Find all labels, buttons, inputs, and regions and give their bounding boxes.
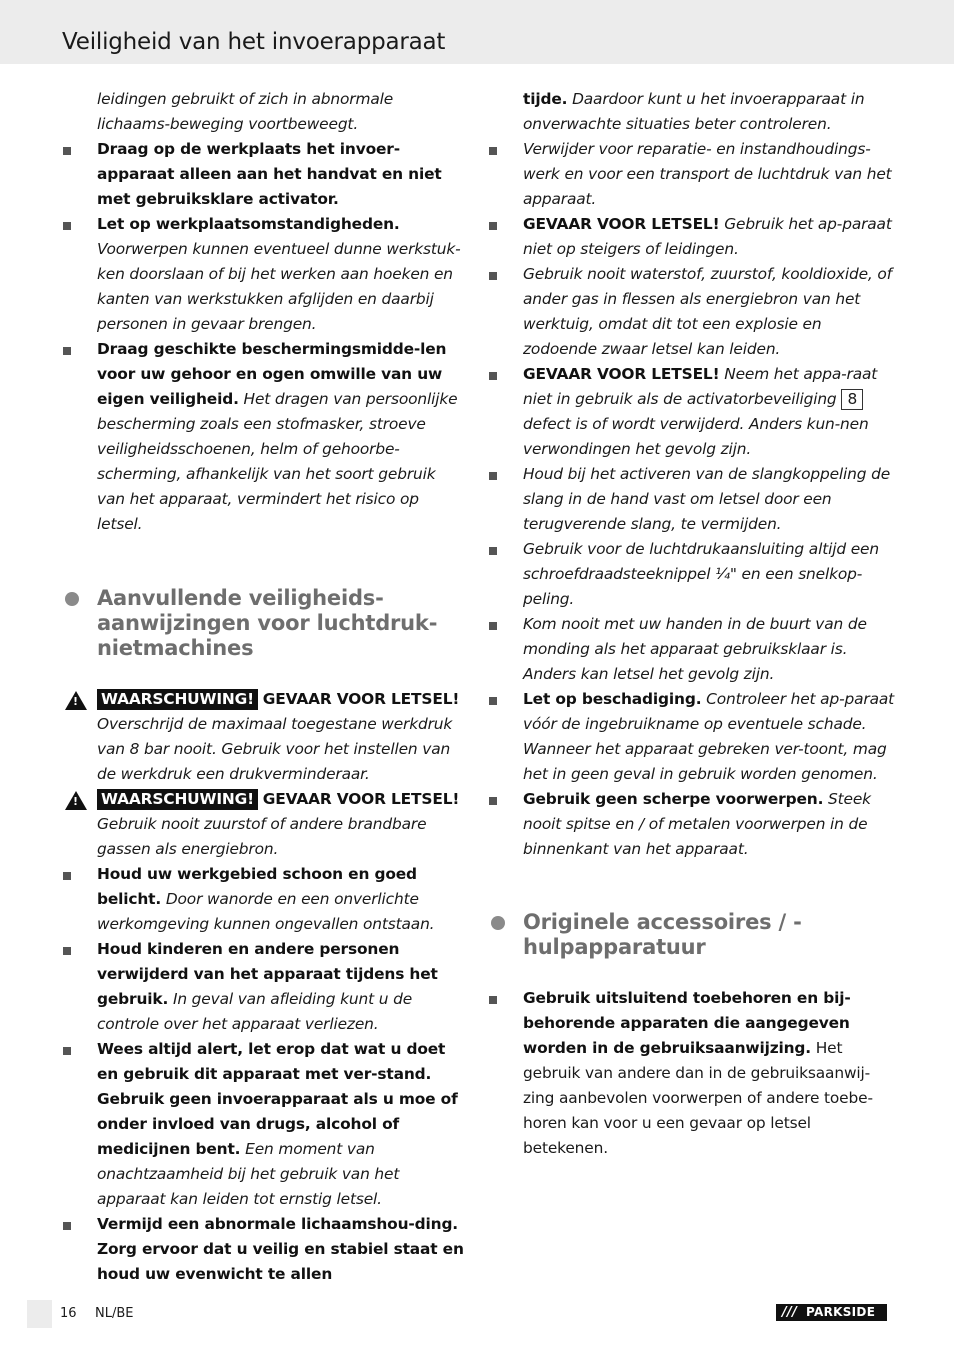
bold-text: Houd kinderen en andere personen verwijderd van het apparaat tijdens het gebruik. [97,940,438,1008]
bold-text: Draag geschikte beschermingsmidde-len voor uw gehoor en ogen omwille van uw eigen veiligheid. [97,340,447,408]
body-text: Het gebruik van andere dan in de gebruiksaanwij-zing aanbevolen voorwerpen of andere toebe-horen kan voor u een gevaar op letsel betekenen. [523,1039,873,1157]
italic-text: Een moment van onachtzaamheid bij het gebruik van het apparaat kan leiden tot ernstig letsel. [97,1140,400,1208]
warning-item [62,787,468,862]
square-bullet-icon [489,147,497,155]
bold-text: Gebruik uitsluitend toebehoren en bij-behorende apparaten die aangegeven worden in de gebruiksaanwijzing. [523,989,851,1057]
square-bullet-icon [63,947,71,955]
circle-bullet-icon [65,592,79,606]
list-item [62,137,468,212]
italic-text: In geval van afleiding kunt u de controle over het apparaat verliezen. [97,990,413,1033]
list-item [62,337,468,537]
square-bullet-icon [63,347,71,355]
bold-text: GEVAAR VOOR LETSEL! [523,365,720,383]
warning-item [62,687,468,787]
italic-text: Controleer het ap-paraat vóór de ingebruikname op eventuele schade. Wanneer het apparaat gebreken ver-toont, mag het in geen geval in gebruik worden genomen. [523,690,895,783]
italic-text: defect is of wordt verwijderd. Anders kun-nen verwondingen het gevolg zijn. [523,415,869,458]
square-bullet-icon [489,996,497,1004]
bold-text: Let op werkplaatsomstandigheden. [97,215,400,233]
list-item [488,612,894,687]
list-item [62,937,468,1037]
italic-text: Gebruik nooit waterstof, zuurstof, kooldioxide, of ander gas in flessen als energiebron van het werktuig, omdat dit tot een explosie en zodoende zwaar letsel kan leiden. [523,265,892,358]
list-item [62,1037,468,1212]
square-bullet-icon [489,472,497,480]
bold-text: Vermijd een abnormale lichaamshou-ding. Zorg ervoor dat u veilig en stabiel staat en houd uw evenwicht te allen [97,1215,464,1283]
italic-text: Gebruik het ap-paraat niet op steigers of leidingen. [523,215,892,258]
square-bullet-icon [489,372,497,380]
italic-text: Houd bij het activeren van de slangkoppeling de slang in de hand vast om letsel door een terugverende slang, te vermijden. [523,465,891,533]
bold-text: Draag op de werkplaats het invoer-apparaat alleen aan het handvat en niet met gebruiksklare activator. [97,140,442,208]
square-bullet-icon [63,222,71,230]
square-bullet-icon [63,147,71,155]
list-item [488,986,894,1161]
bold-text: GEVAAR VOOR LETSEL! [262,690,460,708]
italic-text: Overschrijd de maximaal toegestane werkdruk van 8 bar nooit. Gebruik voor het instellen van de werkdruk een drukverminderaar. [97,715,453,783]
list-item [488,362,894,462]
bold-text: Gebruik geen scherpe voorwerpen. [523,790,824,808]
italic-text: Gebruik nooit zuurstof of andere brandbare gassen als energiebron. [97,815,427,858]
italic-text: Daardoor kunt u het invoerapparaat in onverwachte situaties beter controleren. [523,90,865,133]
warning-tag: WAARSCHUWING! [97,689,258,710]
italic-text: Gebruik voor de luchtdrukaansluiting altijd een schroefdraadsteeknippel ¼" en een snelkop-peling. [523,540,879,608]
list-item [62,1212,468,1287]
bold-text: GEVAAR VOOR LETSEL! [262,790,460,808]
square-bullet-icon [489,797,497,805]
list-item [488,262,894,362]
warning-tag: WAARSCHUWING! [97,789,258,810]
warning-triangle-icon: ! [65,691,87,710]
section-heading [62,586,468,661]
italic-text: Door wanorde en een onverlichte werkomgeving kunnen ongevallen ontstaan. [97,890,435,933]
brand-name: PARKSIDE [806,1305,876,1319]
list-item [488,462,894,537]
list-item [488,137,894,212]
square-bullet-icon [63,872,71,880]
paragraph-continuation: leidingen gebruikt of zich in abnormale lichaams-beweging voortbeweegt. [97,90,394,133]
italic-text: Kom nooit met uw handen in de buurt van de monding als het apparaat gebruiksklaar is. Anders kan letsel het gevolg zijn. [523,615,867,683]
language-code: NL/BE [95,1306,134,1321]
italic-text: Verwijder voor reparatie- en instandhoudings-werk en voor een transport de luchtdruk van het apparaat. [523,140,892,208]
italic-text: Voorwerpen kunnen eventueel dunne werkstuk-ken doorslaan of bij het werken aan hoeken en kanten van werkstukken afglijden en daarbij personen in gevaar brengen. [97,240,461,333]
paragraph-continuation [488,87,894,137]
bold-text: Let op beschadiging. [523,690,702,708]
list-item [488,212,894,262]
square-bullet-icon [489,547,497,555]
italic-text: Neem het appa-raat niet in gebruik als de activatorbeveiliging [523,365,878,408]
footer-box [27,1300,52,1328]
warning-triangle-icon: ! [65,791,87,810]
square-bullet-icon [63,1047,71,1055]
header-bar [0,0,954,64]
list-item [488,687,894,787]
italic-text: Het dragen van persoonlijke bescherming zoals een stofmasker, stroeve veiligheidsschoenen, helm of gehoorbe-scherming, afhankelijk van het soort gebruik van het apparaat, vermindert het risico op letsel. [97,390,458,533]
page-number: 16 [60,1306,77,1321]
logo-stripes-icon: /// [782,1305,798,1320]
left-column [62,87,468,1287]
section-heading [488,910,894,960]
list-item [62,862,468,937]
list-item [488,787,894,862]
bold-text: Wees altijd alert, let erop dat wat u doet en gebruik dit apparaat met ver-stand. Gebruik geen invoerapparaat als u moe of onder invloed van drugs, alcohol of medicijnen bent. [97,1040,458,1158]
part-reference-box: 8 [841,389,863,410]
square-bullet-icon [489,222,497,230]
bold-text: GEVAAR VOOR LETSEL! [523,215,720,233]
italic-text: Steek nooit spitse en / of metalen voorwerpen in de binnenkant van het apparaat. [523,790,871,858]
square-bullet-icon [489,697,497,705]
right-column [488,87,894,1161]
circle-bullet-icon [491,916,505,930]
square-bullet-icon [63,1222,71,1230]
section-heading-text: Aanvullende veiligheids-aanwijzingen voor luchtdruk-nietmachines [97,586,438,660]
list-item [488,537,894,612]
page-title: Veiligheid van het invoerapparaat [62,29,446,55]
square-bullet-icon [489,622,497,630]
section-heading-text: Originele accessoires / -hulpapparatuur [523,910,802,959]
square-bullet-icon [489,272,497,280]
bold-text: Houd uw werkgebied schoon en goed belicht. [97,865,417,908]
bold-text: tijde. [523,90,568,108]
list-item [62,212,468,337]
brand-logo [776,1304,887,1321]
